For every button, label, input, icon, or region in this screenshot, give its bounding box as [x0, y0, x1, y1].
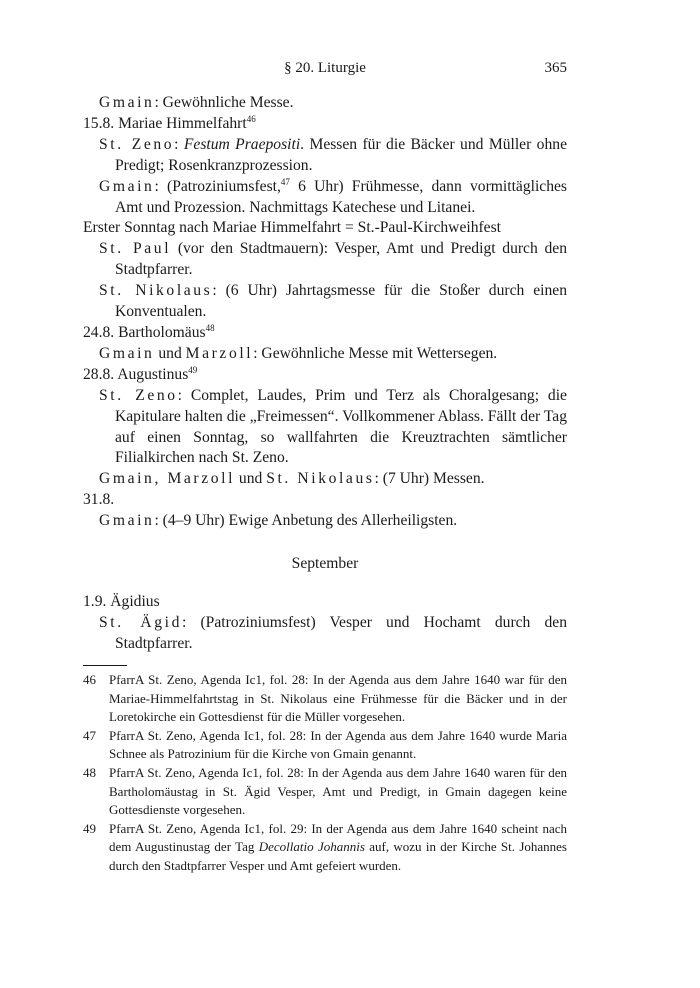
date-text: 24.8. Bartholomäus: [83, 323, 206, 341]
place-name: Marzoll: [185, 344, 254, 362]
footnote-ref: 48: [205, 322, 215, 333]
entry-line: [83, 613, 567, 655]
month-heading: September: [291, 555, 359, 573]
entry-text: : (Patroziniumsfest) Vesper und Hochamt durch den Stadtpfarrer.: [115, 613, 567, 652]
date-text: 1.9. Ägidius: [83, 592, 160, 610]
footnote-ref: 46: [246, 113, 256, 124]
footnote: [83, 820, 567, 876]
entry-text: 6 Uhr) Frühmesse, dann vormittägliches Amt und Prozession. Nachmittags Katechese und Litanei.: [115, 177, 567, 216]
place-name: Gmain: [99, 512, 155, 530]
entry-text: und: [235, 470, 267, 488]
footnote-separator: [83, 665, 127, 666]
date-text: 15.8. Mariae Himmelfahrt: [83, 114, 247, 132]
footnote-text: PfarrA St. Zeno, Agenda Ic1, fol. 28: In der Agenda aus dem Jahre 1640 wurde Maria Schnee als Patrozinium für die Kirche von Gmain genannt.: [109, 727, 567, 762]
entry-text: : Gewöhnliche Messe mit Wettersegen.: [253, 344, 498, 362]
date-entry: [83, 218, 567, 239]
entry-line: [83, 93, 567, 114]
footnote-text: PfarrA St. Zeno, Agenda Ic1, fol. 29: In der Agenda aus dem Jahre 1640 scheint nach dem Augustinustag der Tag: [109, 820, 567, 855]
footnote-ref: 47: [280, 176, 290, 187]
page-header: [83, 60, 567, 80]
footnotes: [83, 671, 567, 876]
footnote-number: 47: [83, 727, 96, 743]
italic-text: Festum Praepositi: [183, 135, 301, 153]
footnote-text: auf, wozu in der Kirche St. Johannes durch den Stadtpfarrer Vesper und Amt gefeiert wurden.: [109, 839, 567, 873]
footnote-number: 46: [83, 672, 96, 687]
place-name: St. Zeno: [99, 386, 178, 404]
body-text: [83, 93, 567, 655]
entry-text: : (7 Uhr) Messen.: [374, 470, 485, 488]
place-name: St. Nikolaus: [99, 282, 213, 300]
place-name: Gmain: [99, 94, 155, 111]
entry-line: [83, 239, 567, 281]
footnote: [83, 671, 567, 727]
date-text: 28.8. Augustinus: [83, 365, 189, 383]
place-name: St. Nikolaus: [266, 470, 375, 488]
date-entry: [83, 323, 567, 344]
entry-line: [83, 386, 567, 470]
entry-text: : (Patroziniumsfest,: [154, 177, 281, 195]
entry-line: [83, 135, 567, 177]
footnote: [83, 727, 567, 764]
footnote-ref: 49: [188, 364, 198, 375]
place-name: St. Paul: [99, 240, 172, 258]
italic-text: Decollatio Johannis: [258, 839, 365, 855]
entry-text: :: [174, 135, 184, 153]
place-name: St. Ägid: [99, 613, 183, 631]
footnote-number: 48: [83, 764, 96, 780]
entry-text: . Messen für die Bäcker und Müller ohne Predigt; Rosenkranzprozession.: [115, 135, 567, 174]
place-name: St. Zeno: [99, 135, 175, 153]
date-entry: [83, 592, 567, 613]
date-entry: [83, 365, 567, 386]
entry-text: : (6 Uhr) Jahrtagsmesse für die Stoßer durch einen Konventualen.: [115, 282, 567, 321]
entry-text: und: [154, 344, 186, 362]
entry-text: (vor den Stadtmauern): Vesper, Amt und Predigt durch den Stadtpfarrer.: [115, 240, 567, 279]
entry-line: [83, 281, 567, 323]
footnote-text: PfarrA St. Zeno, Agenda Ic1, fol. 28: In der Agenda aus dem Jahre 1640 war für den Mariae-Himmelfahrtstag in St. Nikolaus eine Frühmesse für die Bäcker und in der Loretokirche ein Gottesdienst für die Müller vorgesehen.: [109, 672, 567, 725]
date-entry: [83, 114, 567, 135]
place-name: Gmain, Marzoll: [99, 470, 236, 488]
entry-line: [83, 344, 567, 365]
entry-line: [83, 469, 567, 490]
date-entry: [83, 490, 567, 511]
running-head: § 20. Liturgie: [284, 60, 366, 76]
footnote: [83, 764, 567, 820]
footnote-text: PfarrA St. Zeno, Agenda Ic1, fol. 28: In der Agenda aus dem Jahre 1640 waren für den Bartholomäustag in St. Ägid Vesper, Amt und Predigt, in Gmain dagegen keine Gottesdienste vorgesehen.: [109, 764, 567, 818]
place-name: Gmain: [99, 177, 155, 195]
entry-text: : Complet, Laudes, Prim und Terz als Choralgesang; die Kapitulare halten die „Freimessen“. Vollkommener Ablass. Fällt der Tag auf einen Sonntag, so wallfahrten die Kreuztrachten sämtlicher Filialkirchen nach St. Zeno.: [115, 386, 567, 467]
entry-line: [83, 177, 567, 219]
entry-text: : (4–9 Uhr) Ewige Anbetung des Allerheiligsten.: [154, 512, 458, 530]
footnote-number: 49: [83, 820, 96, 836]
place-name: Gmain: [99, 344, 155, 362]
page-number: 365: [544, 60, 567, 76]
entry-text: : Gewöhnliche Messe.: [154, 94, 294, 111]
date-text: 31.8.: [83, 491, 115, 509]
date-text: Erster Sonntag nach Mariae Himmelfahrt = St.-Paul-Kirchweihfest: [83, 219, 502, 237]
entry-line: [83, 511, 567, 532]
